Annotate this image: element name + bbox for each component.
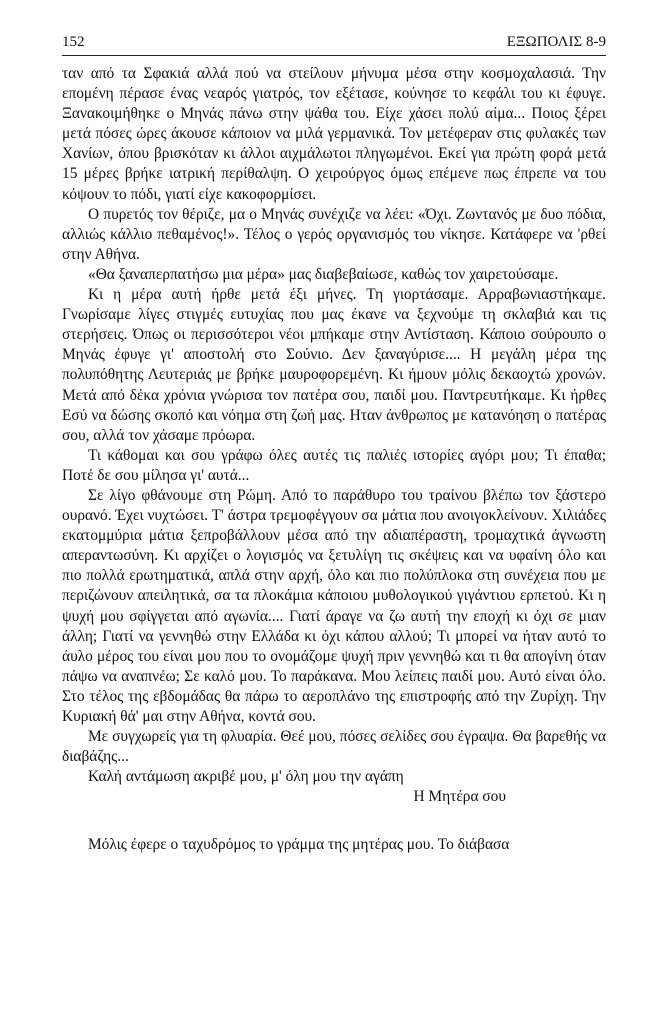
- final-paragraph: Μόλις έφερε ο ταχυδρόμος το γράμμα της μητέρας μου. Το διάβασα: [88, 836, 510, 854]
- paragraph: Ο πυρετός τον θέριζε, μα ο Μηνάς συνέχιζε να λέει: «Όχι. Ζωντανός με δυο πόδια, αλλιώς κάλλιο πεθαμένος!». Τέλος ο γερός οργανισμός του νίκησε. Κατάφερε να 'ρθεί στην Αθήνα.: [62, 205, 606, 263]
- article-body: [62, 64, 606, 856]
- paragraph: Κι η μέρα αυτή ήρθε μετά έξι μήνες. Τη γιορτάσαμε. Αρραβωνιαστήκαμε. Γνωρίσαμε λίγες στιγμές ευτυχίας που μας έκανε να ξεχνούμε τη σκλαβιά και τις στερήσεις. Όπως οι περισσότεροι νέοι μπήκαμε στην Αντίσταση. Κάποιο σούρουπο ο Μηνάς έφυγε γι' αποστολή στο Σούνιο. Δεν ξαναγύρισε.... Η μεγάλη μέρα της πολυπόθητης Λευτεριάς με βρήκε μαυροφορεμένη. Κι ήμουν μόλις δεκαοχτώ χρονών. Μετά από δέκα χρόνια γνώρισα τον πατέρα σου, παιδί μου. Παντρευτήκαμε. Κι ήρθες Εσύ να δώσης σκοπό και νόημα στη ζωή μας. Ηταν άνθρωπος με κατανόηση ο πατέρας σου, αλλά τον χάσαμε πρόωρα.: [62, 286, 606, 444]
- closing-line: Καλή αντάμωση ακριβέ μου, μ' όλη μου την αγάπη: [88, 768, 404, 786]
- paragraph: Τι κάθομαι και σου γράφω όλες αυτές τις παλιές ιστορίες αγόρι μου; Τι έπαθα; Ποτέ δε σου μίλησα γι' αυτά...: [62, 446, 606, 484]
- running-header: [62, 34, 606, 56]
- paragraph: Με συγχωρείς για τη φλυαρία. Θεέ μου, πόσες σελίδες σου έγραψα. Θα βαρεθής να διαβάζης...: [62, 728, 606, 766]
- paragraph: «Θα ξαναπερπατήσω μια μέρα» μας διαβεβαίωσε, καθώς τον χαιρετούσαμε.: [88, 265, 559, 283]
- paragraph: Σε λίγο φθάνουμε στη Ρώμη. Από το παράθυρο του τραίνου βλέπω τον ξάστερο ουρανό. Έχει νυχτώσει. Τ' άστρα τρεμοφέγγουν σα μάτια που ανοιγοκλείνουν. Χιλιάδες εκατομμύρια μάτια ξεπροβάλλουν μέσα από την αδιαπέραστη, τρομαχτικά άγνωστη απεραντωσύνη. Κι αρχίζει ο λογισμός να ξετυλίγη τις σκέψεις και να υφαίνη όλο και πιο πολλά ερωτηματικά, απλά στην αρχή, όλο και πιο πολύπλοκα στη συνέχεια που με περιζώνουν απειλητικά, σα τα πλοκάμια κάποιου μυθολογικού γιγάντιου ερπετού. Κι η ψυχή μου σφίγγεται από αγωνία.... Γιατί άραγε να ζω αυτή την εποχή κι όχι σε μιαν άλλη; Γιατί να γεννηθώ στην Ελλάδα κι όχι κάπου αλλού; Τι μπορεί να ήταν αυτό το άυλο μέρος του είναι μου που το ονομάζομε ψυχή πριν γεννηθώ και τι θα απογίνη όταν πάψω να αναπνέω; Σε καλό μου. Το παράκανα. Μου λείπεις παιδί μου. Αυτό είναι όλο. Στο τέλος της εβδομάδας θα πάρω το αεροπλάνο της επιστροφής από την Ζυρίχη. Την Κυριακή θά' μαι στην Αθήνα, κοντά σου.: [62, 486, 606, 725]
- signature: Η Μητέρα σου: [413, 788, 506, 806]
- section-gap: [62, 807, 606, 835]
- journal-title: ΕΞΩΠΟΛΙΣ 8-9: [506, 34, 606, 50]
- paragraph: ταν από τα Σφακιά αλλά πού να στείλουν μήνυμα μέσα στην κοσμοχαλασιά. Την επομένη πέρασε ένας νεαρός γιατρός, τον εξέτασε, κούνησε το κεφάλι του κι έφυγε. Ξανακοιμήθηκε ο Μηνάς πάνω στην ψάθα του. Είχε χάσει πολύ αίμα... Ποιος ξέρει μετά πόσες ώρες άκουσε κάποιον να μιλά γερμανικά. Τον μετέφεραν στις φυλακές των Χανίων, όπου βρισκόταν κι άλλοι αιχμάλωτοι πληγωμένοι. Εκεί για πρώτη φορά μετά 15 μέρες βρήκε ιατρική περίθαλψη. Ο χειρούργος όμως επέμενε πως έπρεπε να του κόψουν το πόδι, γιατί είχε κακοφορμίσει.: [62, 65, 606, 203]
- letter-closing: [62, 767, 606, 807]
- page-number: 152: [62, 34, 85, 50]
